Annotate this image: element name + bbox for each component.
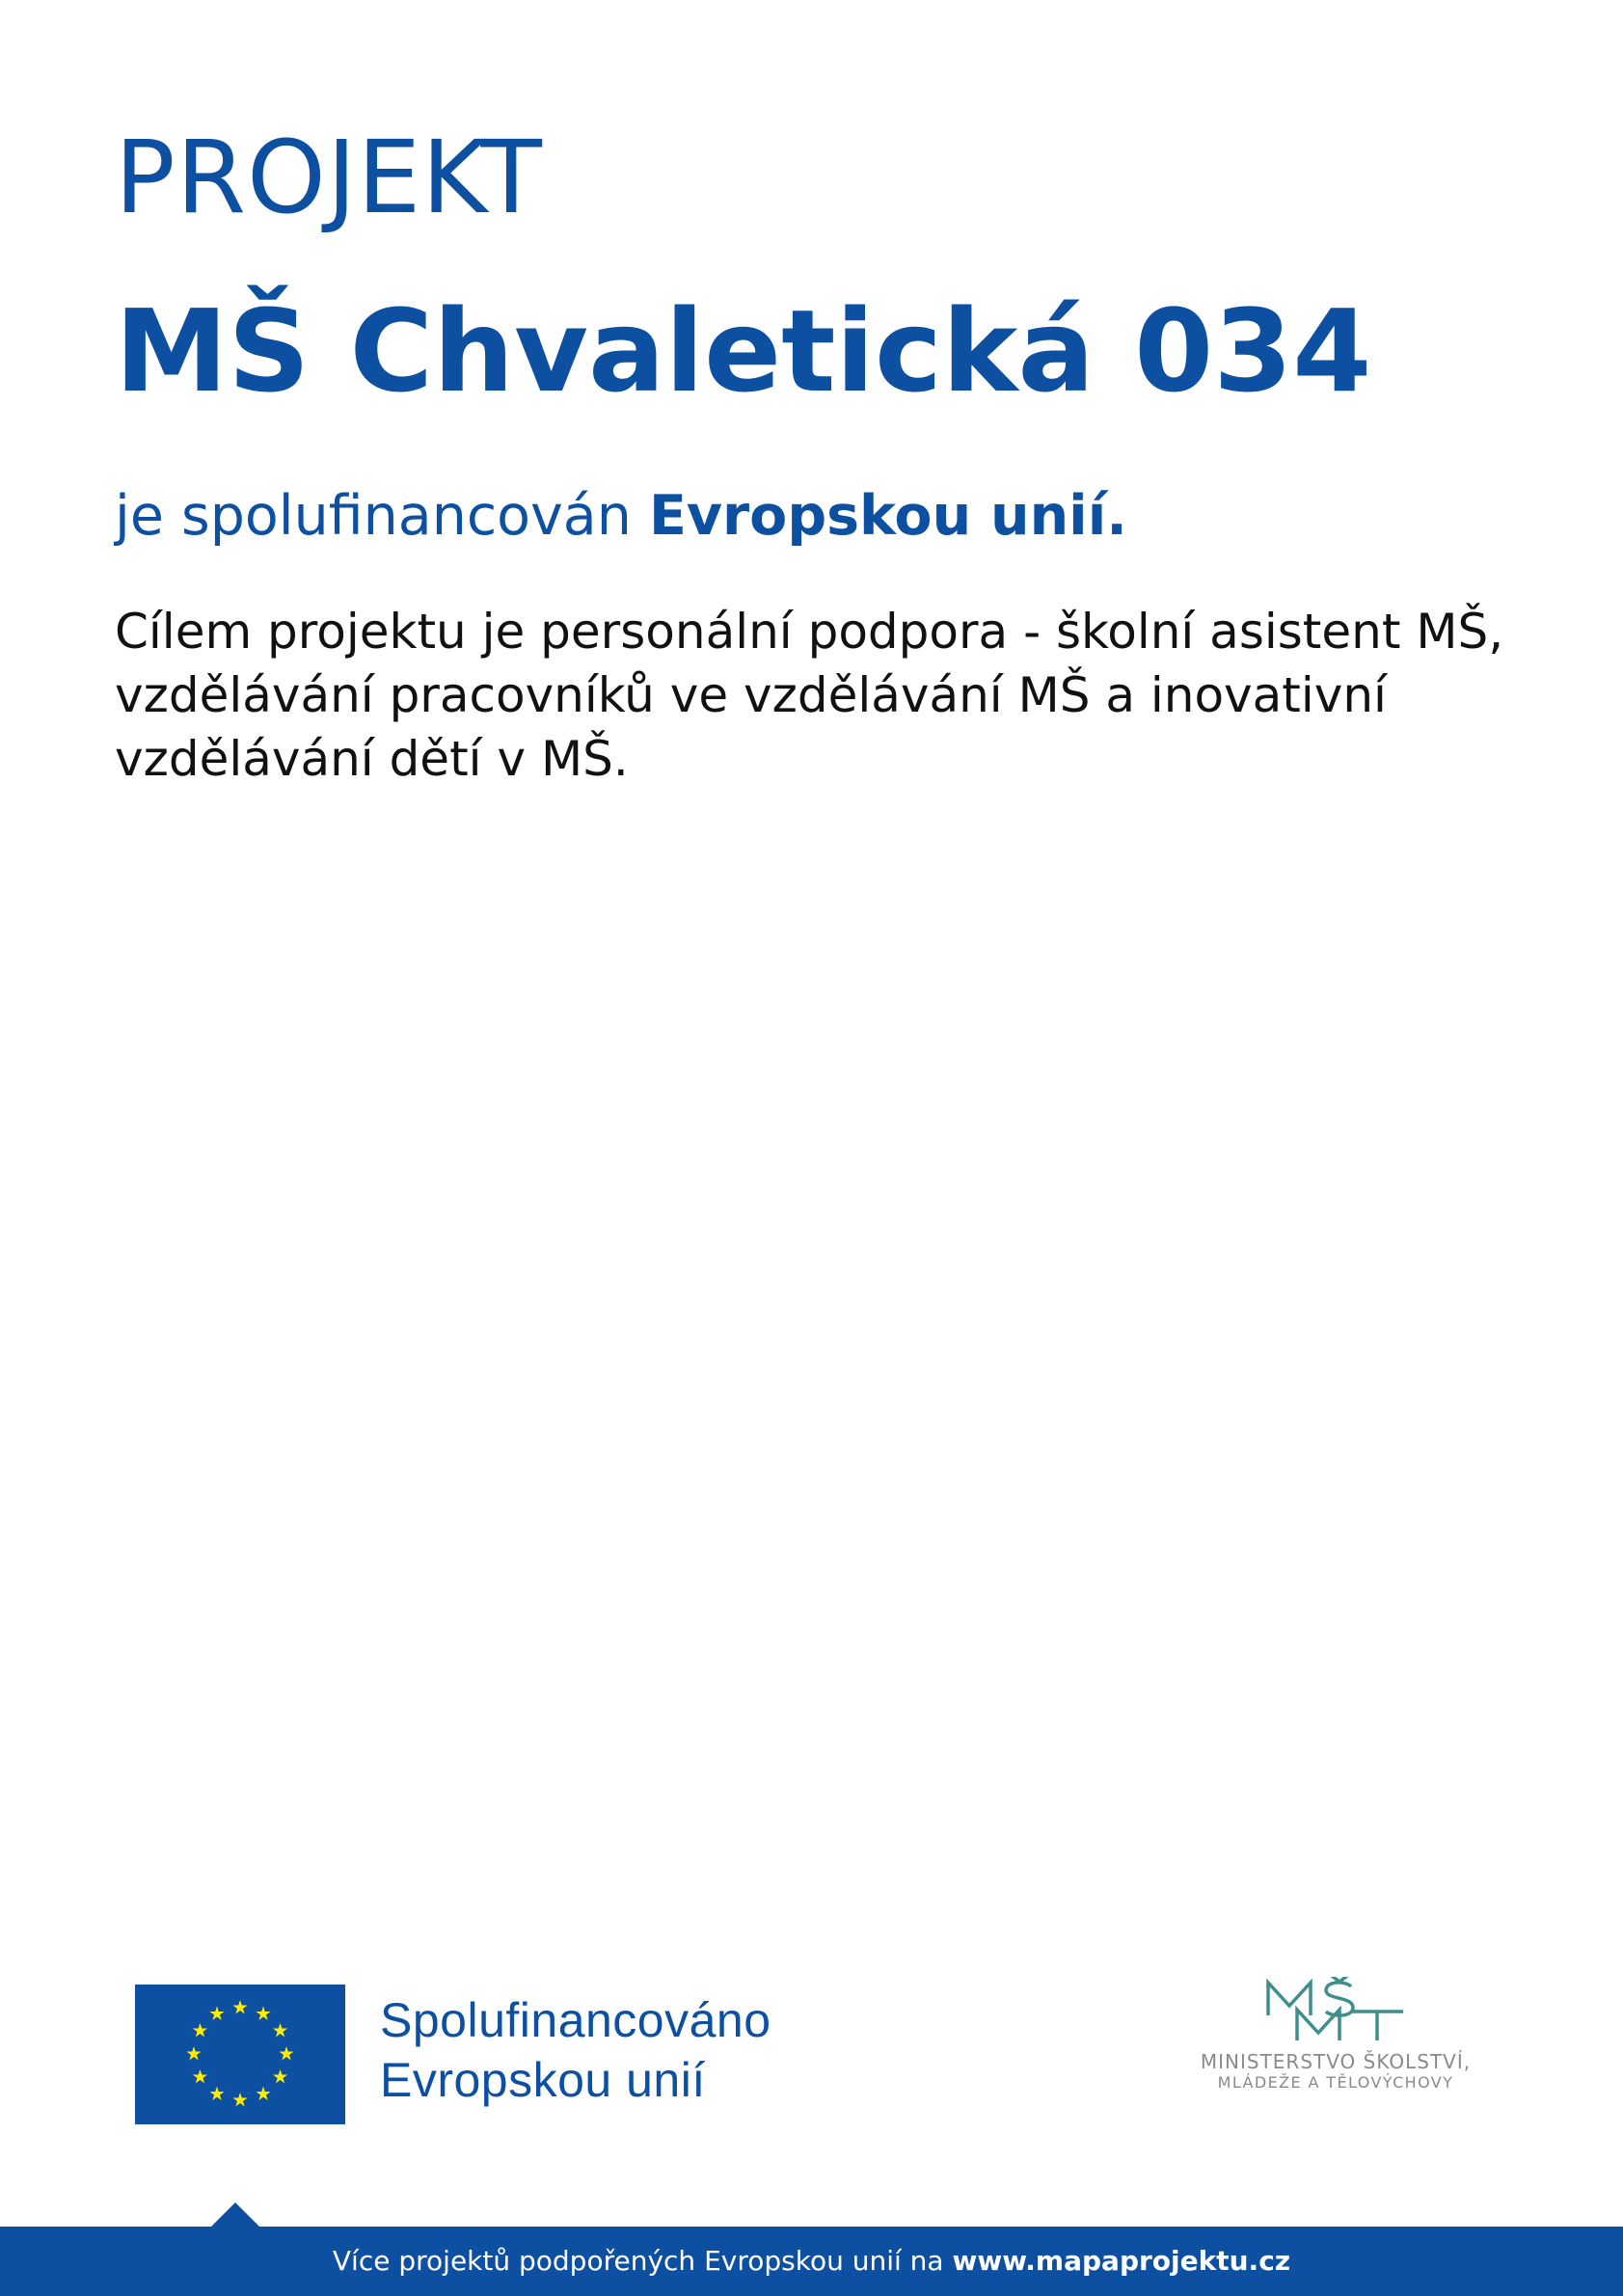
footer-tab-decoration bbox=[210, 2202, 260, 2228]
eu-star bbox=[273, 2023, 287, 2037]
eu-star bbox=[232, 2093, 247, 2106]
eu-star bbox=[232, 2000, 247, 2013]
eu-star bbox=[193, 2069, 207, 2083]
project-title: MŠ Chvaletická 034 bbox=[115, 284, 1372, 418]
footer-bar bbox=[0, 2227, 1623, 2296]
eu-star bbox=[209, 2006, 224, 2019]
msmt-name-line-1: MINISTERSTVO ŠKOLSTVÍ, bbox=[1200, 2050, 1472, 2073]
eu-stars-graphic bbox=[135, 1985, 345, 2124]
msmt-logo bbox=[1177, 1977, 1495, 2131]
eu-flag-icon bbox=[135, 1985, 345, 2124]
project-kicker: PROJEKT bbox=[115, 119, 543, 236]
msmt-logo-icon bbox=[1258, 1977, 1413, 2044]
eu-star bbox=[209, 2087, 224, 2100]
cofinanced-prefix: je spolufinancován bbox=[115, 484, 649, 548]
footer-link[interactable]: www.mapaprojektu.cz bbox=[952, 2245, 1291, 2277]
cofinanced-emphasis: Evropskou unií. bbox=[648, 484, 1127, 548]
eu-star bbox=[256, 2006, 270, 2019]
eu-cofinanced-label bbox=[380, 1990, 771, 2110]
footer-text: Více projektů podpořených Evropskou unií na bbox=[332, 2245, 953, 2277]
eu-star bbox=[256, 2087, 270, 2100]
eu-star bbox=[186, 2046, 201, 2060]
eu-label-line-1: Spolufinancováno bbox=[380, 1993, 771, 2047]
eu-star bbox=[193, 2023, 207, 2037]
cofinanced-statement bbox=[115, 484, 1127, 548]
eu-label-line-2: Evropskou unií bbox=[380, 2053, 706, 2107]
msmt-name-line-2: MLÁDEŽE A TĚLOVÝCHOVY bbox=[1217, 2073, 1454, 2092]
eu-star bbox=[279, 2046, 293, 2060]
eu-star bbox=[273, 2069, 287, 2083]
project-description: Cílem projektu je personální podpora - školní asistent MŠ, vzdělávání pracovníků ve vzdělávání MŠ a inovativní vzdělávání dětí v MŠ. bbox=[115, 604, 1504, 787]
